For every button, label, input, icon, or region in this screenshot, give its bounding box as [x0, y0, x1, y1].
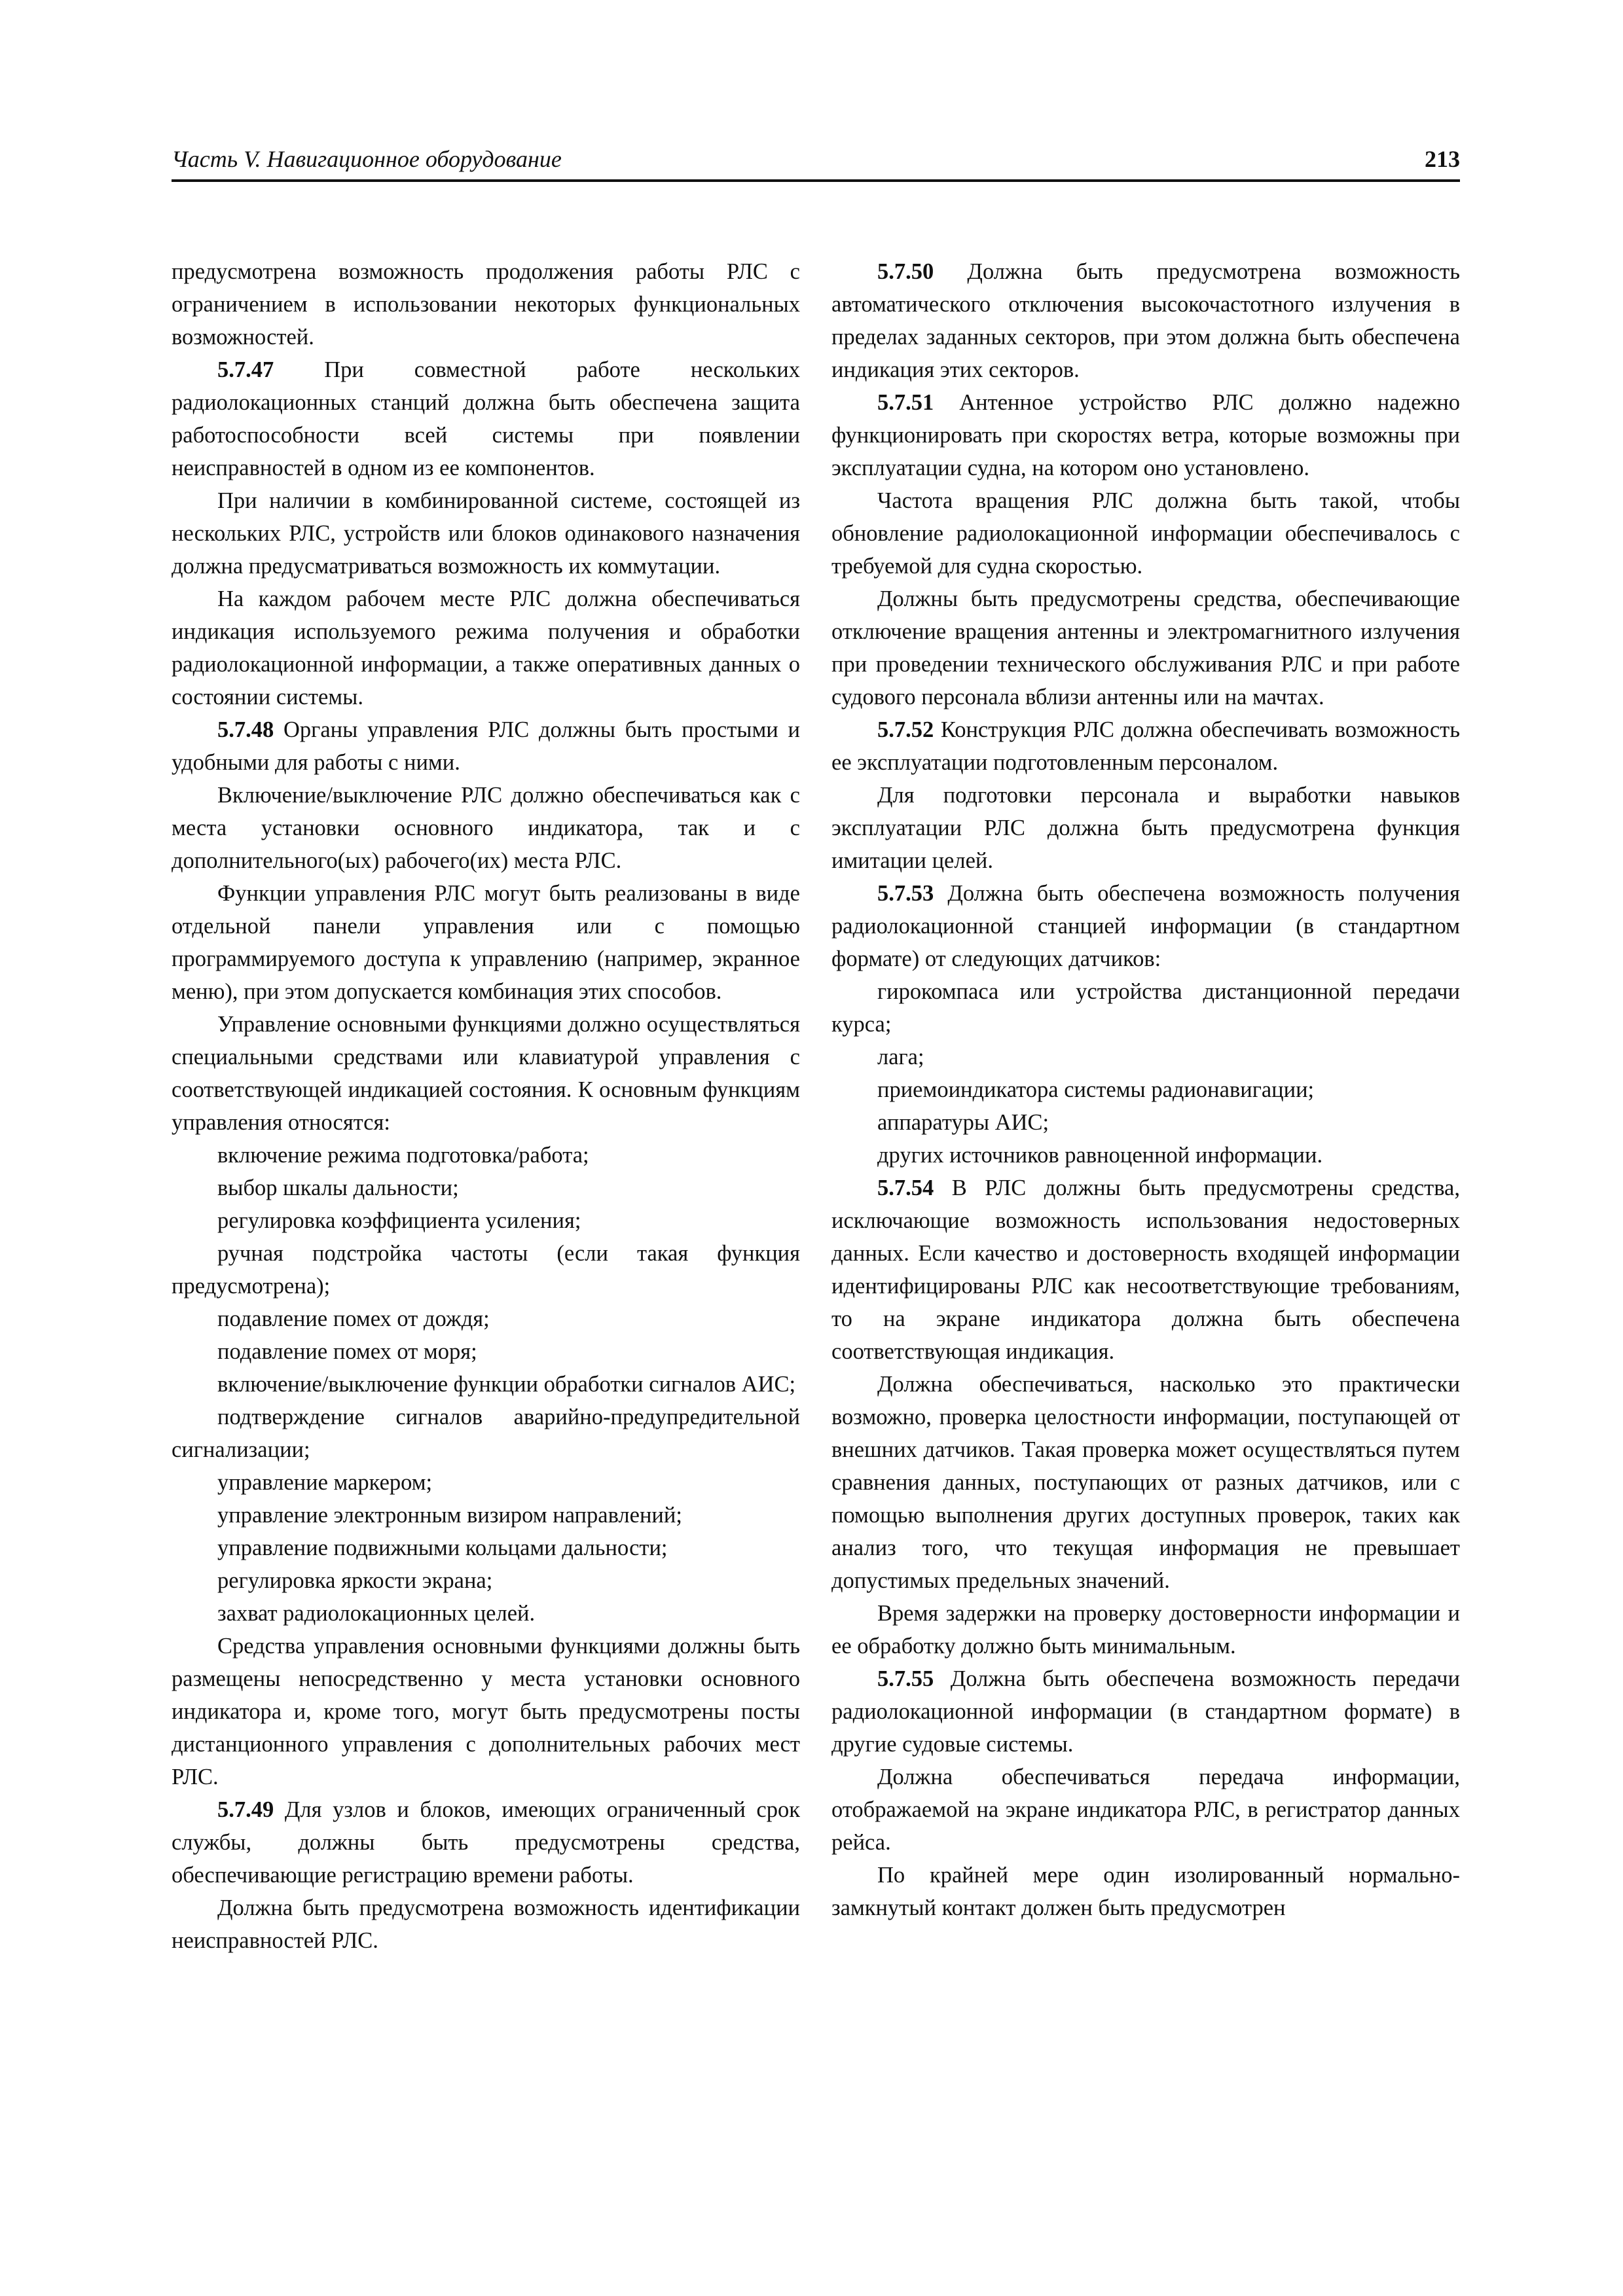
clause-number: 5.7.51 — [877, 390, 934, 415]
clause-5-7-53 — [831, 877, 1460, 975]
list-item: лага; — [877, 1045, 924, 1069]
left-column — [172, 255, 800, 1957]
running-header — [172, 145, 1460, 185]
paragraph: Для подготовки персонала и выработки навыков эксплуатации РЛС должна быть предусмотрена функция имитации целей. — [831, 783, 1460, 873]
clause-text: В РЛС должны быть предусмотрены средства, исключающие возможность использования недостоверных данных. Если качество и достоверность входящей информации идентифицированы РЛС как несоответствующие требованиям, то на экране индикатора должна быть обеспечена соответствующая индикация. — [831, 1175, 1460, 1364]
clause-5-7-52 — [831, 713, 1460, 779]
list-item: приемоиндикатора системы радионавигации; — [877, 1077, 1315, 1102]
clause-5-7-50 — [831, 255, 1460, 386]
list-item: ручная подстройка частоты (если такая функция предусмотрена); — [172, 1241, 800, 1299]
list-item: управление маркером; — [217, 1470, 433, 1495]
clause-text: Антенное устройство РЛС должно надежно функционировать при скоростях ветра, которые возможны при эксплуатации судна, на котором оно установлено. — [831, 390, 1460, 480]
clause-number: 5.7.48 — [217, 717, 274, 742]
clause-5-7-55 — [831, 1662, 1460, 1761]
paragraph: На каждом рабочем месте РЛС должна обеспечиваться индикация используемого режима получения и обработки радиолокационной информации, а также оперативных данных о состоянии системы. — [172, 586, 800, 709]
clause-number: 5.7.52 — [877, 717, 934, 742]
clause-5-7-51 — [831, 386, 1460, 484]
paragraph: Частота вращения РЛС должна быть такой, чтобы обновление радиолокационной информации обеспечивалось с требуемой для судна скоростью. — [831, 488, 1460, 579]
paragraph: Должна обеспечиваться, насколько это практически возможно, проверка целостности информации, поступающей от внешних датчиков. Такая проверка может осуществляться путем сравнения данных, поступающих от разных датчиков, или с помощью выполнения других доступных проверок, таких как анализ того, что текущая информация не превышает допустимых предельных значений. — [831, 1372, 1460, 1593]
list-item: включение/выключение функции обработки сигналов АИС; — [217, 1372, 796, 1397]
paragraph: Должна быть предусмотрена возможность идентификации неисправностей РЛС. — [172, 1895, 800, 1953]
clause-text: Должна быть обеспечена возможность передачи радиолокационной информации (в стандартном формате) в другие судовые системы. — [831, 1666, 1460, 1757]
paragraph: предусмотрена возможность продолжения работы РЛС с ограничением в использовании некоторых функциональных возможностей. — [172, 259, 800, 350]
list-item: управление электронным визиром направлений; — [217, 1503, 682, 1528]
paragraph: По крайней мере один изолированный нормально-замкнутый контакт должен быть предусмотрен — [831, 1863, 1460, 1920]
clause-text: Для узлов и блоков, имеющих ограниченный срок службы, должны быть предусмотрены средства, обеспечивающие регистрацию времени работы. — [172, 1797, 800, 1888]
right-column — [831, 255, 1460, 1924]
clause-5-7-47 — [172, 353, 800, 484]
paragraph: Время задержки на проверку достоверности информации и ее обработку должно быть минимальным. — [831, 1601, 1460, 1659]
list-item: регулировка яркости экрана; — [217, 1568, 493, 1593]
paragraph: При наличии в комбинированной системе, состоящей из нескольких РЛС, устройств или блоков одинакового назначения должна предусматриваться возможность их коммутации. — [172, 488, 800, 579]
header-rule — [172, 179, 1460, 182]
clause-number: 5.7.54 — [877, 1175, 934, 1200]
clause-number: 5.7.50 — [877, 259, 934, 284]
page-number: 213 — [1425, 146, 1460, 172]
paragraph: Средства управления основными функциями должны быть размещены непосредственно у места установки основного индикатора и, кроме того, могут быть предусмотрены посты дистанционного управления с дополнительных рабочих мест РЛС. — [172, 1634, 800, 1789]
list-item: управление подвижными кольцами дальности; — [217, 1535, 668, 1560]
list-item: захват радиолокационных целей. — [217, 1601, 536, 1626]
paragraph: Функции управления РЛС могут быть реализованы в виде отдельной панели управления или с помощью программируемого доступа к управлению (например, экранное меню), при этом допускается комбинация этих способов. — [172, 881, 800, 1004]
clause-text: Должна быть обеспечена возможность получения радиолокационной станцией информации (в стандартном формате) от следующих датчиков: — [831, 881, 1460, 971]
list-item: других источников равноценной информации. — [877, 1143, 1323, 1168]
list-item: аппаратуры АИС; — [877, 1110, 1049, 1135]
clause-text: Должна быть предусмотрена возможность автоматического отключения высокочастотного излучения в пределах заданных секторов, при этом должна быть обеспечена индикация этих секторов. — [831, 259, 1460, 382]
clause-5-7-48 — [172, 713, 800, 779]
clause-number: 5.7.47 — [217, 357, 274, 382]
list-item: выбор шкалы дальности; — [217, 1175, 459, 1200]
paragraph: Должны быть предусмотрены средства, обеспечивающие отключение вращения антенны и электромагнитного излучения при проведении технического обслуживания РЛС и при работе судового персонала вблизи антенны или на мачтах. — [831, 586, 1460, 709]
clause-5-7-49 — [172, 1793, 800, 1892]
list-item: регулировка коэффициента усиления; — [217, 1208, 581, 1233]
list-item: подавление помех от моря; — [217, 1339, 477, 1364]
list-item: включение режима подготовка/работа; — [217, 1143, 589, 1168]
clause-text: Конструкция РЛС должна обеспечивать возможность ее эксплуатации подготовленным персоналом. — [831, 717, 1460, 775]
paragraph: Должна обеспечиваться передача информации, отображаемой на экране индикатора РЛС, в регистратор данных рейса. — [831, 1765, 1460, 1855]
header-title: Часть V. Навигационное оборудование — [172, 146, 562, 172]
clause-text: Органы управления РЛС должны быть простыми и удобными для работы с ними. — [172, 717, 800, 775]
list-item: подтверждение сигналов аварийно-предупредительной сигнализации; — [172, 1405, 800, 1462]
clause-number: 5.7.49 — [217, 1797, 274, 1822]
paragraph: Включение/выключение РЛС должно обеспечиваться как с места установки основного индикатора, так и с дополнительного(ых) рабочего(их) места РЛС. — [172, 783, 800, 873]
clause-text: При совместной работе нескольких радиолокационных станций должна быть обеспечена защита работоспособности всей системы при появлении неисправностей в одном из ее компонентов. — [172, 357, 800, 480]
clause-number: 5.7.53 — [877, 881, 934, 906]
list-item: гирокомпаса или устройства дистанционной передачи курса; — [831, 979, 1460, 1037]
list-item: подавление помех от дождя; — [217, 1306, 490, 1331]
clause-number: 5.7.55 — [877, 1666, 934, 1691]
clause-5-7-54 — [831, 1172, 1460, 1368]
paragraph: Управление основными функциями должно осуществляться специальными средствами или клавиатурой управления с соответствующей индикацией состояния. К основным функциям управления относятся: — [172, 1012, 800, 1135]
